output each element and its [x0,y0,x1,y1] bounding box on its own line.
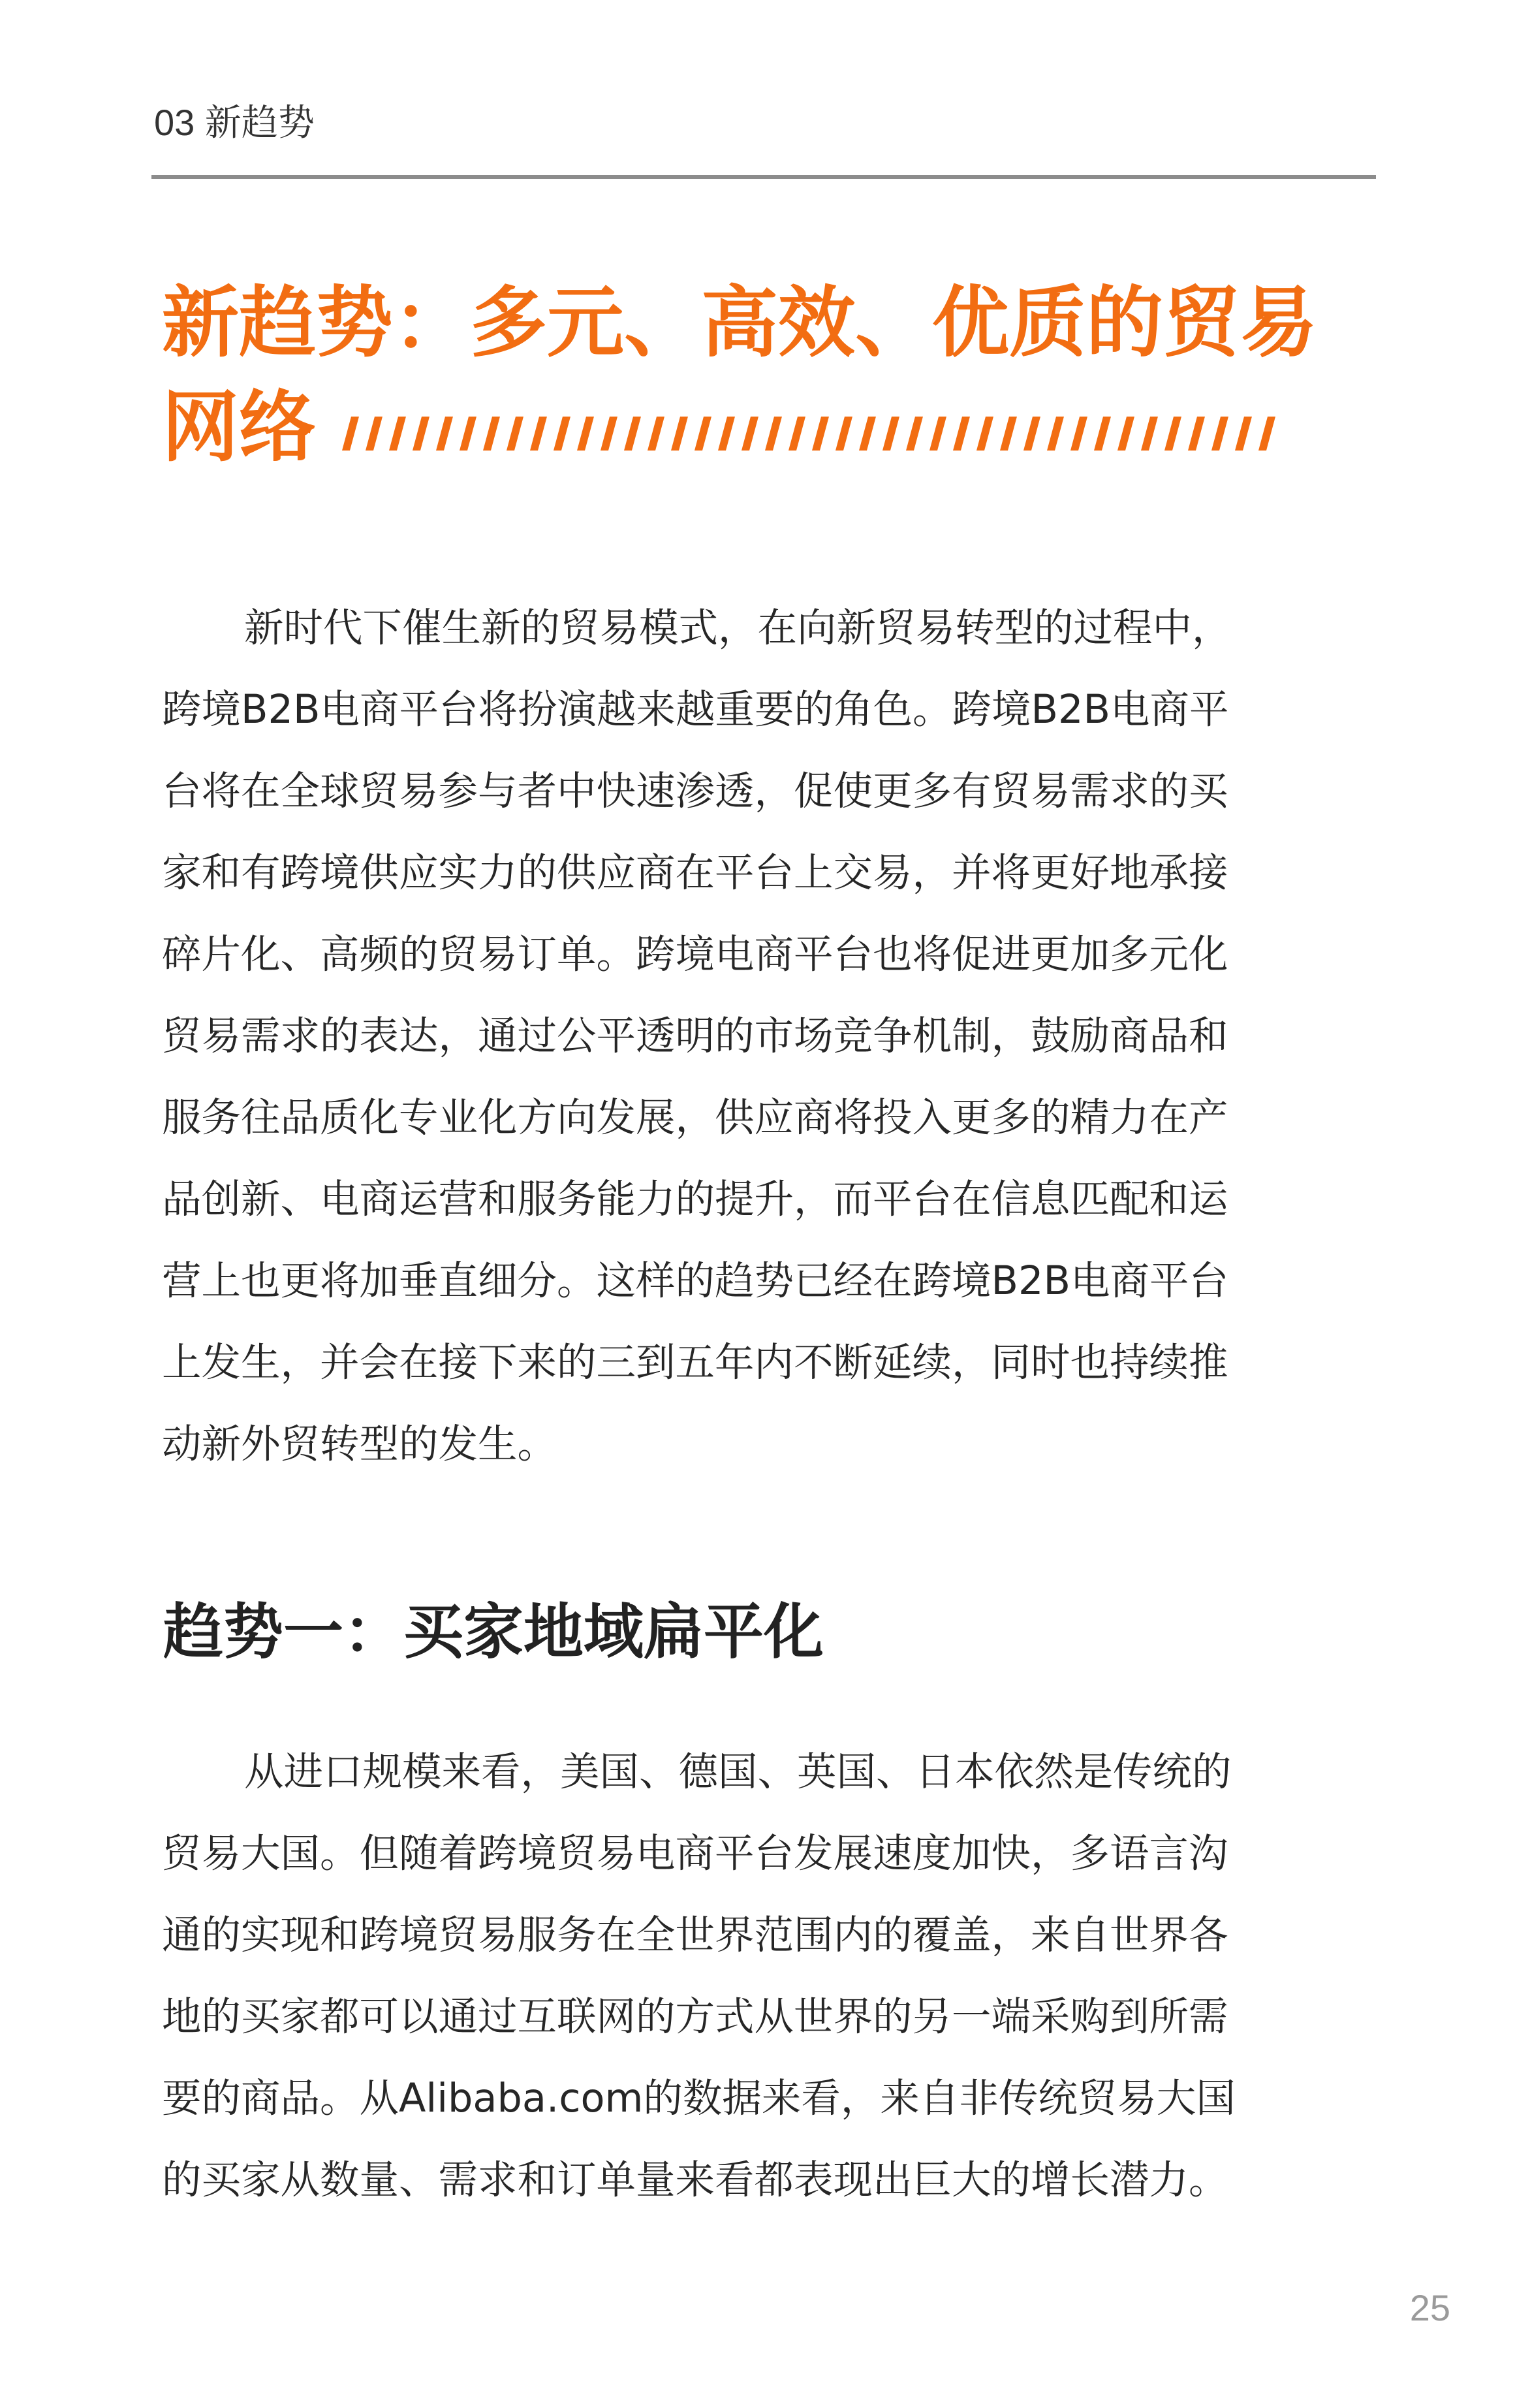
trend-one-line: 通的实现和跨境贸易服务在全世界范围内的覆盖，来自世界各 [162,1912,1228,1958]
page-number: 25 [1409,2287,1450,2328]
trend-one-paragraph [162,1732,1373,2221]
trend-one-line: 地的买家都可以通过互联网的方式从世界的另一端采购到所需 [162,1994,1228,2040]
intro-line: 新时代下催生新的贸易模式，在向新贸易转型的过程中， [244,605,1232,651]
intro-line: 营上也更将加垂直细分。这样的趋势已经在跨境B2B电商平台 [162,1258,1228,1304]
trend-one-line: 贸易大国。但随着跨境贸易电商平台发展速度加快，多语言沟 [162,1831,1228,1877]
intro-line: 动新外贸转型的发生。 [162,1421,557,1467]
intro-paragraph [162,588,1373,1485]
trend-one-line: 的买家从数量、需求和订单量来看都表现出巨大的增长潜力。 [162,2157,1228,2203]
header-divider [151,175,1376,179]
decorative-hatch-stripes [342,417,1278,451]
intro-line: 上发生，并会在接下来的三到五年内不断延续，同时也持续推 [162,1340,1228,1386]
intro-line: 贸易需求的表达，通过公平透明的市场竞争机制，鼓励商品和 [162,1013,1228,1059]
section-heading-trend-one: 趋势一：买家地域扁平化 [163,1597,824,1667]
trend-one-line: 从进口规模来看，美国、德国、英国、日本依然是传统的 [244,1749,1232,1795]
intro-line: 品创新、电商运营和服务能力的提升，而平台在信息匹配和运 [162,1177,1228,1222]
intro-line: 碎片化、高频的贸易订单。跨境电商平台也将促进更加多元化 [162,932,1228,977]
page-title [162,270,1389,479]
page-title-line-2: 网络 [162,382,317,472]
intro-line: 家和有跨境供应实力的供应商在平台上交易，并将更好地承接 [162,850,1228,896]
page-title-line-2-row [162,375,1389,479]
section-label: 03 新趋势 [154,102,315,143]
intro-line: 台将在全球贸易参与者中快速渗透，促使更多有贸易需求的买 [162,768,1228,814]
page-title-line-1: 新趋势：多元、高效、优质的贸易 [162,277,1318,368]
trend-one-line: 要的商品。从Alibaba.com的数据来看，来自非传统贸易大国 [162,2076,1236,2121]
intro-line: 跨境B2B电商平台将扮演越来越重要的角色。跨境B2B电商平 [162,687,1229,733]
intro-line: 服务往品质化专业化方向发展，供应商将投入更多的精力在产 [162,1095,1228,1141]
